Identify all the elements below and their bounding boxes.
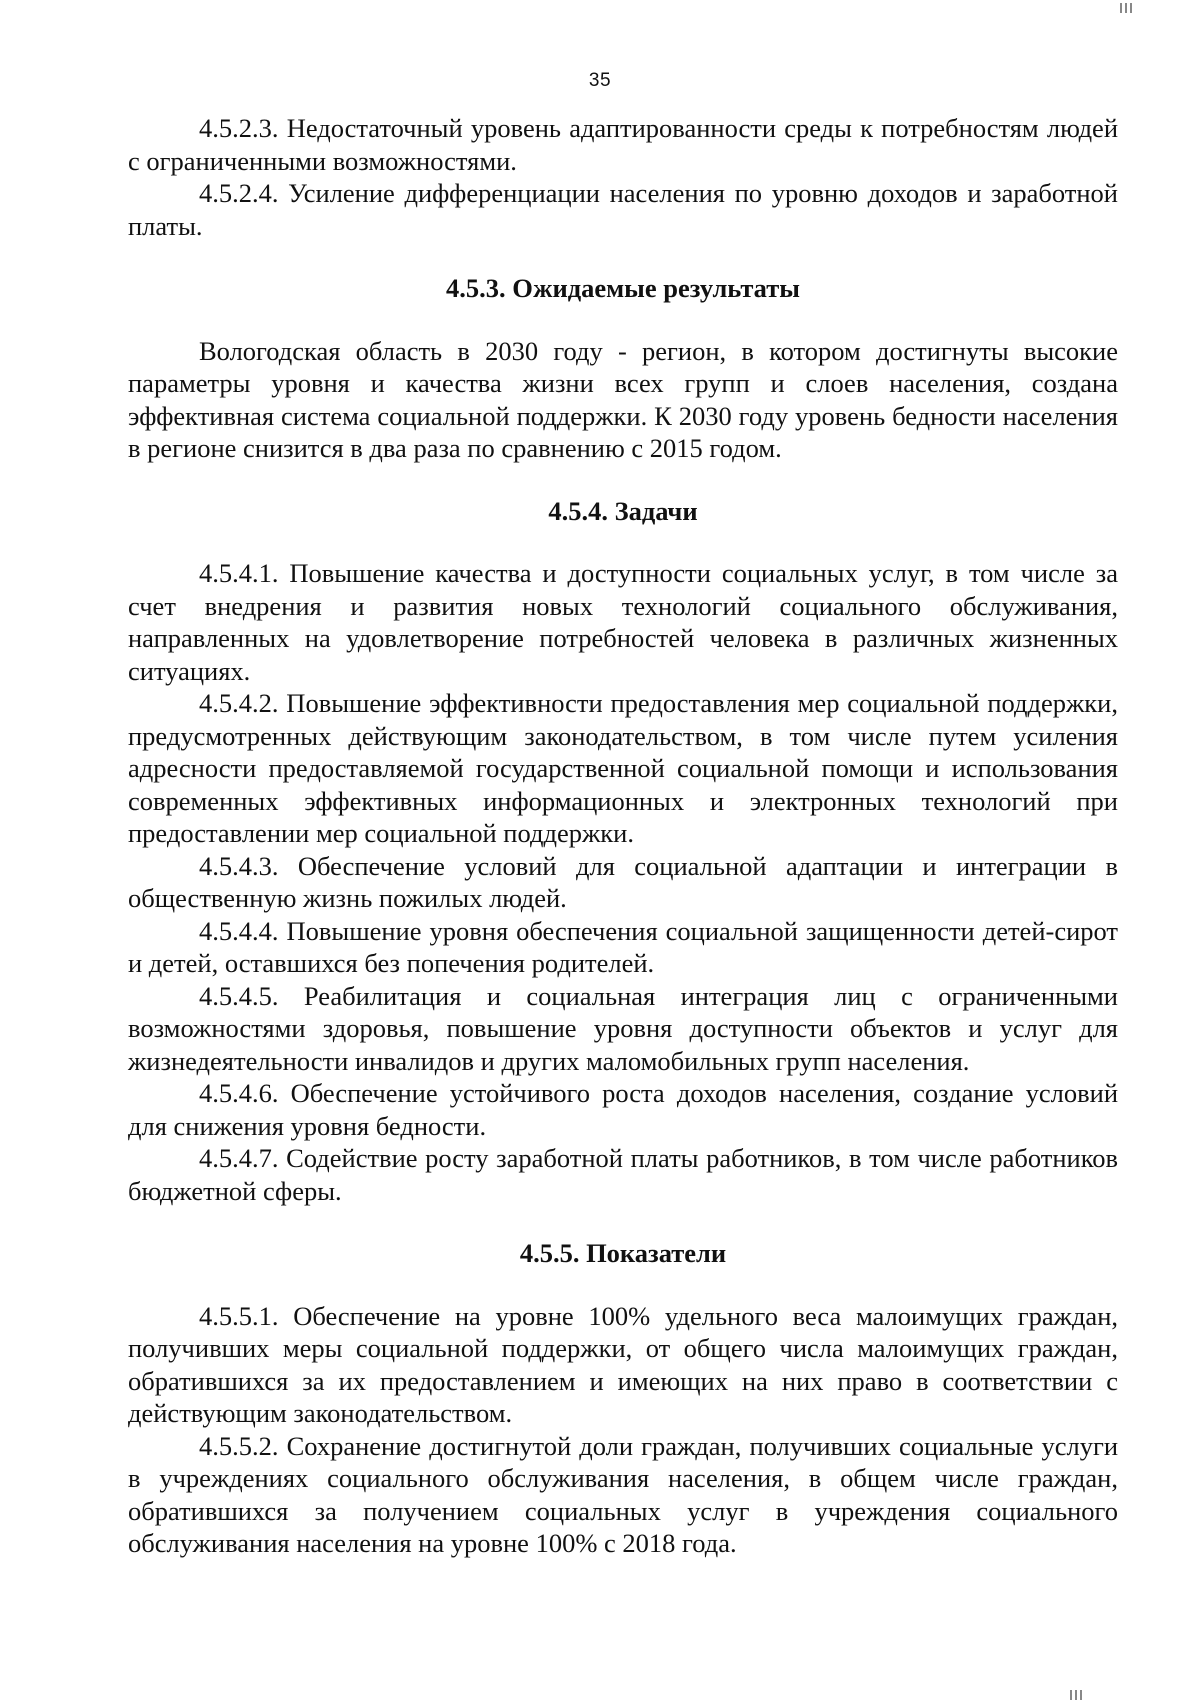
paragraph-4-5-4-3: 4.5.4.3. Обеспечение условий для социальной адаптации и интеграции в общественную жизнь пожилых людей. — [128, 850, 1118, 913]
heading-expected-results: 4.5.3. Ожидаемые результаты — [446, 273, 800, 303]
paragraph-4-5-5-1: 4.5.5.1. Обеспечение на уровне 100% удельного веса малоимущих граждан, получивших меры социальной поддержки, от общего числа малоимущих граждан, обратившихся за их предоставлением и имеющих на них право в соответствии с действующим законодательством. — [128, 1300, 1118, 1428]
heading-tasks: 4.5.4. Задачи — [548, 495, 698, 526]
heading-indicators: 4.5.5. Показатели — [519, 1238, 727, 1268]
paragraph-4-5-4-1: 4.5.4.1. Повышение качества и доступности социальных услуг, в том числе за счет внедрения и развития новых технологий социального обслуживания, направленных на удовлетворение потребностей человека в различных жизненных ситуациях. — [128, 558, 1118, 686]
paragraph-4-5-4-7: 4.5.4.7. Содействие росту заработной платы работников, в том числе работников бюджетной сферы. — [128, 1143, 1118, 1206]
paragraph-4-5-4-2: 4.5.4.2. Повышение эффективности предоставления мер социальной поддержки, предусмотренных действующим законодательством, в том числе путем усиления адресности предоставляемой государственной социальной помощи и использования современных эффективных информационных и электронных технологий при предоставлении мер социальной поддержки. — [128, 688, 1118, 848]
document-body — [128, 112, 1118, 1560]
paragraph-4-5-5-2: 4.5.5.2. Сохранение достигнутой доли граждан, получивших социальные услуги в учреждениях социального обслуживания населения, в общем числе граждан, обратившихся за получением социальных услуг в учреждения социального обслуживания населения на уровне 100% с 2018 года. — [128, 1430, 1118, 1558]
paragraph-4-5-4-5: 4.5.4.5. Реабилитация и социальная интеграция лиц с ограниченными возможностями здоровья, повышение уровня доступности объектов и услуг для жизнедеятельности инвалидов и других маломобильных групп населения. — [128, 980, 1118, 1076]
paragraph-4-5-2-4: 4.5.2.4. Усиление дифференциации населения по уровню доходов и заработной платы. — [128, 178, 1118, 241]
paragraph-4-5-2-3: 4.5.2.3. Недостаточный уровень адаптированности среды к потребностям людей с ограниченными возможностями. — [128, 113, 1118, 176]
paragraph-expected-results: Вологодская область в 2030 году - регион, в котором достигнуты высокие параметры уровня и качества жизни всех групп и слоев населения, создана эффективная система социальной поддержки. К 2030 году уровень бедности населения в регионе снизится в два раза по сравнению с 2015 годом. — [128, 335, 1118, 463]
scan-mark-top — [1120, 0, 1190, 10]
paragraph-4-5-4-4: 4.5.4.4. Повышение уровня обеспечения социальной защищенности детей-сирот и детей, оставшихся без попечения родителей. — [128, 915, 1118, 978]
scan-mark-bottom — [1070, 1687, 1140, 1697]
page-number: 35 — [588, 70, 612, 91]
paragraph-4-5-4-6: 4.5.4.6. Обеспечение устойчивого роста доходов населения, создание условий для снижения уровня бедности. — [128, 1078, 1118, 1141]
